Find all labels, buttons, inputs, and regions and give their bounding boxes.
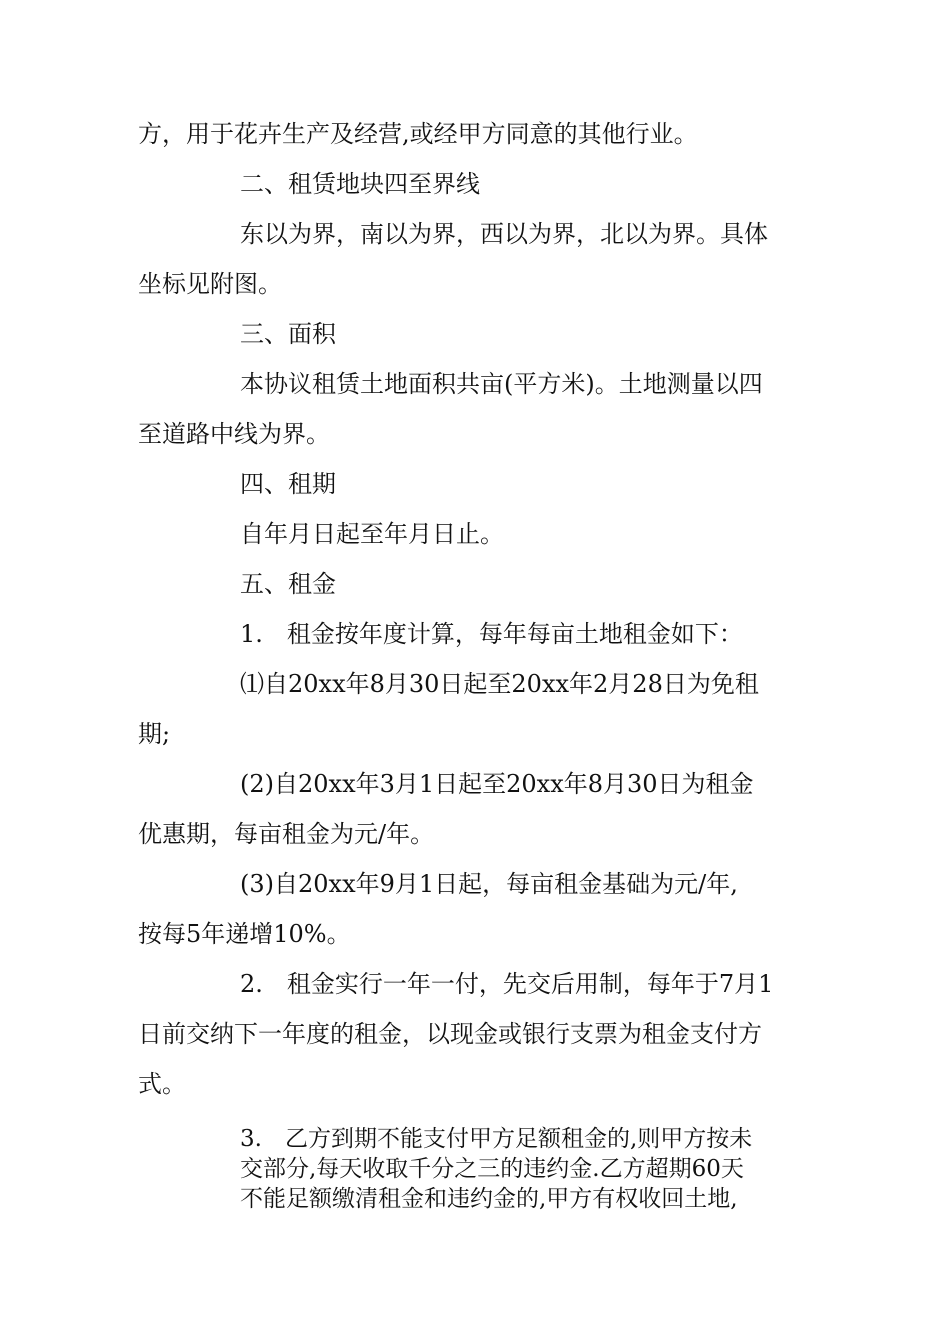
text-line: 交部分,每天收取千分之三的违约金.乙方超期60天	[240, 1156, 744, 1182]
text-line: 优惠期，每亩租金为元/年。	[138, 820, 435, 848]
section-heading: 五、租金	[240, 570, 336, 598]
text-line: ⑴自20xx年8月30日起至20xx年2月28日为免租	[240, 670, 759, 698]
text-line: 至道路中线为界。	[138, 420, 330, 448]
text-line: 1. 租金按年度计算，每年每亩土地租金如下：	[240, 620, 743, 648]
text-line: 3. 乙方到期不能支付甲方足额租金的,则甲方按未	[240, 1126, 753, 1152]
text-line: 不能足额缴清租金和违约金的,甲方有权收回土地,	[240, 1186, 738, 1212]
section-heading: 四、租期	[240, 470, 336, 498]
text-line: 方，用于花卉生产及经营,或经甲方同意的其他行业。	[138, 120, 698, 148]
text-line: 式。	[138, 1070, 186, 1098]
section-heading: 二、租赁地块四至界线	[240, 170, 480, 198]
text-line: 自年月日起至年月日止。	[240, 520, 504, 548]
text-line: 坐标见附图。	[138, 270, 282, 298]
text-line: (2)自20xx年3月1日起至20xx年8月30日为租金	[240, 770, 754, 798]
section-heading: 三、面积	[240, 320, 336, 348]
text-line: (3)自20xx年9月1日起，每亩租金基础为元/年,	[240, 870, 738, 898]
text-line: 2. 租金实行一年一付，先交后用制，每年于7月1	[240, 970, 774, 998]
text-line: 按每5年递增10%。	[138, 920, 351, 948]
text-line: 本协议租赁土地面积共亩(平方米)。土地测量以四	[240, 370, 763, 398]
text-line: 日前交纳下一年度的租金，以现金或银行支票为租金支付方	[138, 1020, 762, 1048]
text-line: 东以为界，南以为界，西以为界，北以为界。具体	[240, 220, 768, 248]
text-line: 期;	[138, 720, 171, 748]
